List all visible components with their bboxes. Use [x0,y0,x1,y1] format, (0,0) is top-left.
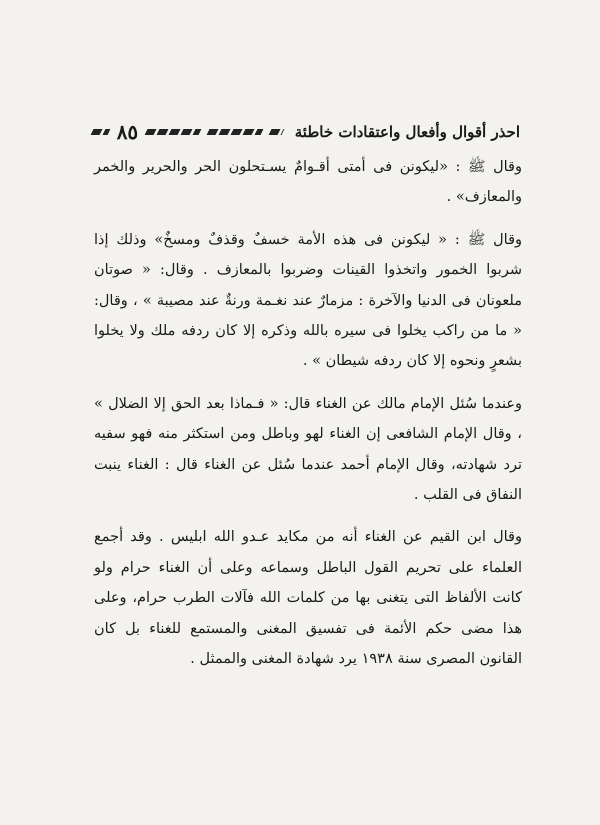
paragraph: وقال ﷺ : « ليكونن فى هذه الأمة خسفٌ وقذفٌ ومسخٌ» وذلك إذا شربوا الخمور واتخذوا القينات وضربوا بالمعازف . وقال: « صوتان ملعونان فى الدنيا والآخرة : مزمارٌ عند نغـمة ورنةٌ عند مصيبة » ، وقال: « ما من راكب يخلوا فى سيره بالله وذكره إلا كان ردفه ملك ولا يخلوا بشعرٍ ونحوه إلا كان ردفه شيطان » . [94,231,522,370]
header-title: احذر أقوال وأفعال واعتقادات خاطئة [294,123,520,141]
page-body [94,152,522,675]
running-header [88,120,520,144]
paragraph: وعندما سُئل الإمام مالك عن الغناء قال: « فـماذا بعد الحق إلا الضلال » ، وقال الإمام الشافعى إن الغناء لهو وباطل ومن استكثر منه فهو سفيه ترد شهادته، وقال الإمام أحمد عندما سُئل عن الغناء قال : الغناء ينبت النفاق فى القلب . [94,395,522,504]
header-ornament [145,129,202,135]
header-ornament [268,129,284,135]
page-number: ٨٥ [116,120,139,144]
paragraph: وقال ﷺ : «ليكونن فى أمتى أقـوامٌ يسـتحلون الحر والحرير والخمر والمعازف» . [94,159,522,206]
header-ornament [207,129,264,135]
header-ornament [91,129,110,135]
paragraph: وقال ابن القيم عن الغناء أنه من مكايد عـدو الله ابليس . وقد أجمع العلماء على تحريم القول الباطل وسماعه وعلى أن الغناء حرام ولو كانت الألفاظ التى يتغنى بها من كلمات الله فآلات الطرب حرام، وعلى هذا مضى حكم الأئمة فى تفسيق المغنى والمستمع للغناء بل كان القانون المصرى سنة ١٩٣٨ يرد شهادة المغنى والممثل . [94,529,522,668]
